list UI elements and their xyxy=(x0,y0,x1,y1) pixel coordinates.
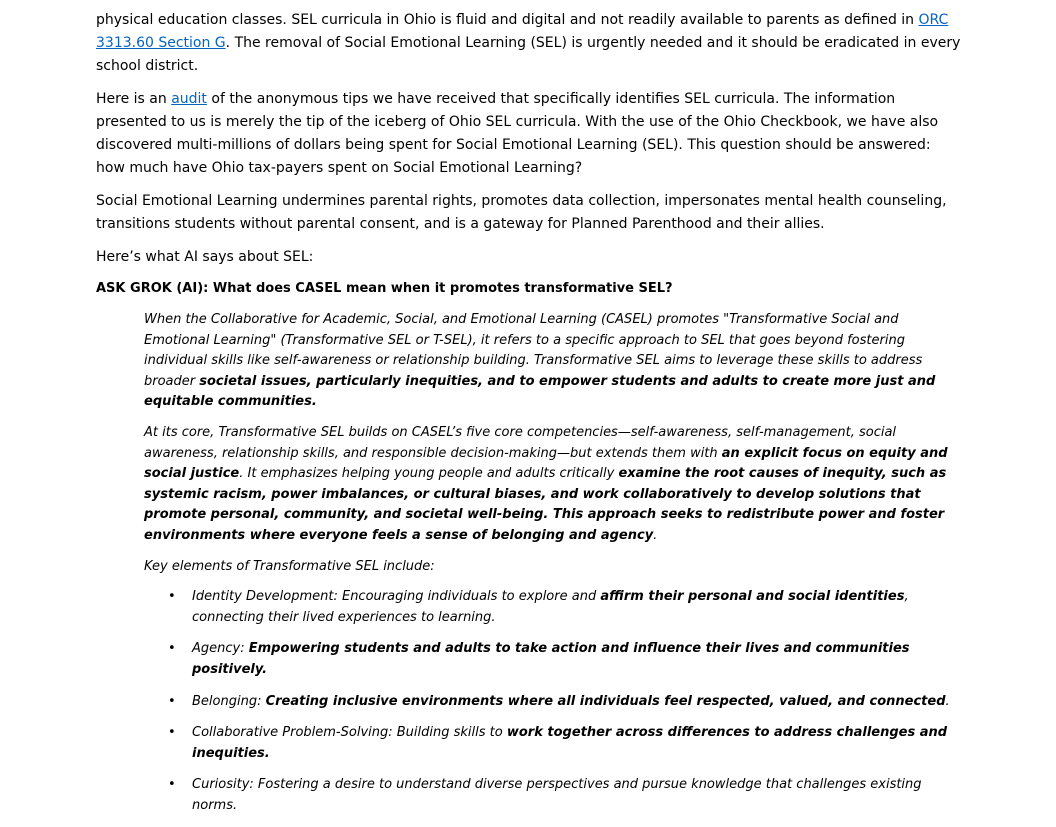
quote-text: At its core, Transformative SEL builds on CASEL’s five core competencies—self-awareness, self-management, social awareness, relationship skills, and responsible decision-making—but extends them with xyxy=(144,424,897,461)
quote-bold-text: examine the root causes of inequity, such as systemic racism, power imbalances, or cultural biases, and work collaboratively to develop solutions that promote personal, community, and societal well-being. This approach seeks to redistribute power and foster environments where everyone feels a sense of belonging and agency xyxy=(144,466,947,543)
list-item-text: Belonging: xyxy=(192,693,266,709)
quote-paragraph-1 xyxy=(144,310,962,413)
bullet-icon: • xyxy=(168,589,176,605)
paragraph-text: . The removal of Social Emotional Learning (SEL) is urgently needed and it should be eradicated in every school district. xyxy=(96,35,961,74)
paragraph-audit xyxy=(96,88,962,180)
list-item-text: Curiosity: Fostering a desire to understand diverse perspectives and pursue knowledge that challenges existing norms. xyxy=(192,777,922,813)
paragraph-sel-curricula xyxy=(96,9,962,78)
quote-paragraph-2 xyxy=(144,423,962,547)
bullet-icon: • xyxy=(168,641,176,657)
grok-question-heading: ASK GROK (AI): What does CASEL mean when it promotes transformative SEL? xyxy=(96,281,673,296)
list-item-text: Identity Development: Encouraging individuals to explore and xyxy=(192,589,601,605)
quote-text: . It emphasizes helping young people and adults critically xyxy=(239,466,619,482)
list-item xyxy=(144,639,962,680)
bullet-icon: • xyxy=(168,777,176,793)
key-elements-list xyxy=(144,587,962,816)
key-elements-intro: Key elements of Transformative SEL include: xyxy=(144,558,435,574)
audit-link[interactable]: audit xyxy=(171,91,207,107)
orc-link[interactable]: ORC 3313.60 Section G xyxy=(96,12,949,51)
paragraph-ai-intro: Here’s what AI says about SEL: xyxy=(96,249,314,265)
grok-answer-quote xyxy=(144,310,962,577)
list-item xyxy=(144,587,962,628)
quote-text: When the Collaborative for Academic, Social, and Emotional Learning (CASEL) promotes "Transformative Social and Emotional Learning" (Transformative SEL or T-SEL), it refers to a specific approach to SEL that goes beyond fostering individual skills like self-awareness or relationship building. Transformative SEL aims to leverage these skills to address broader xyxy=(144,312,923,389)
paragraph-text: of the anonymous tips we have received that specifically identifies SEL curricula. The information presented to us is merely the tip of the iceberg of Ohio SEL curricula. With the use of the Ohio Checkbook, we have also discovered multi-millions of dollars being spent for Social Emotional Learning (SEL). This question should be answered: how much have Ohio tax-payers spent on Social Emotional Learning? xyxy=(96,91,939,176)
list-item-bold-text: Creating inclusive environments where all individuals feel respected, valued, and connected xyxy=(265,693,946,709)
list-item-text: . xyxy=(945,693,950,709)
paragraph-text: physical education classes. SEL curricula in Ohio is fluid and digital and not readily available to parents as defined in xyxy=(96,12,919,28)
list-item-bold-text: work together across differences to address challenges and inequities. xyxy=(192,725,948,761)
quote-text: . xyxy=(653,527,658,543)
list-item xyxy=(144,775,962,816)
bullet-icon: • xyxy=(168,693,176,709)
paragraph-text: Here is an xyxy=(96,91,172,107)
list-item-bold-text: Empowering students and adults to take action and influence their lives and communities positively. xyxy=(192,641,910,677)
document-page xyxy=(96,9,962,827)
list-item-text: Collaborative Problem-Solving: Building skills to xyxy=(192,725,507,741)
list-item-text: , connecting their lived experiences to learning. xyxy=(192,589,909,625)
list-item-bold-text: affirm their personal and social identities xyxy=(600,589,905,605)
paragraph-undermines: Social Emotional Learning undermines parental rights, promotes data collection, impersonates mental health counseling, transitions students without parental consent, and is a gateway for Planned Parenthood and their allies. xyxy=(96,193,947,232)
list-item xyxy=(144,692,962,713)
quote-bold-text: societal issues, particularly inequities, and to empower students and adults to create more just and equitable communities. xyxy=(144,373,936,410)
list-item-text: Agency: xyxy=(192,641,249,657)
quote-bold-text: an explicit focus on equity and social justice xyxy=(144,445,948,482)
bullet-icon: • xyxy=(168,725,176,741)
list-item xyxy=(144,723,962,764)
